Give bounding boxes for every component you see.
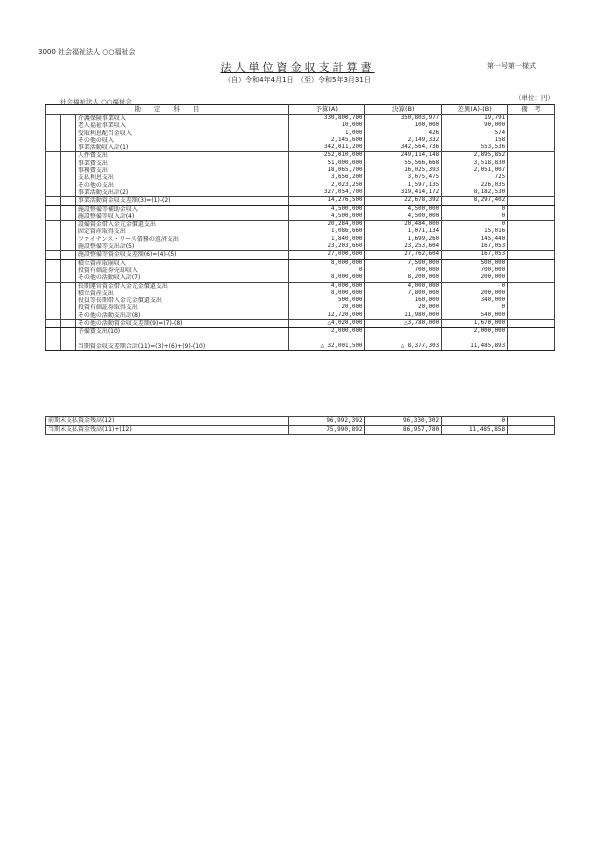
category-cell (46, 259, 61, 267)
unit-label: （単位：円） (515, 94, 554, 102)
subcategory-cell (60, 144, 75, 152)
actual-value: 1,597,135 (365, 182, 442, 189)
balance-row (46, 417, 555, 426)
actual-value: 1,071,134 (365, 228, 442, 235)
budget-value: 23,203,660 (288, 243, 365, 251)
col-diff: 差異(A)-(B) (442, 105, 508, 115)
budget-value: 4,000,000 (288, 282, 365, 290)
remarks-cell (508, 228, 555, 235)
remarks-cell (508, 197, 555, 205)
row-label: 長期運営資金借入金元金償還支出 (75, 282, 288, 290)
diff-value: 8,297,402 (442, 197, 508, 205)
actual-value: 4,500,000 (365, 205, 442, 213)
actual-value: 8,200,000 (365, 274, 442, 282)
actual-value: 100,000 (365, 122, 442, 129)
actual-value: 4,500,000 (365, 213, 442, 221)
diff-value: 500,000 (442, 259, 508, 267)
category-cell (46, 152, 61, 160)
category-cell (46, 115, 61, 123)
actual-value: △ 8,377,303 (365, 343, 442, 351)
diff-value: 8,182,530 (442, 189, 508, 197)
row-label (75, 336, 288, 343)
remarks-cell (508, 297, 555, 304)
diff-value: 11,485,893 (442, 343, 508, 351)
remarks-cell (508, 182, 555, 189)
diff-value: 15,016 (442, 228, 508, 235)
actual-value: 22,678,392 (365, 197, 442, 205)
subcategory-cell (60, 213, 75, 221)
actual-value: 20,484,000 (365, 221, 442, 229)
budget-value: 14,276,500 (288, 197, 365, 205)
balance-diff: 11,485,858 (442, 426, 508, 435)
diff-value: 167,053 (442, 251, 508, 259)
balance-label: 当期末支払資金残高(11)+(12) (46, 426, 289, 435)
row-label: 施設整備等支出計(5) (75, 243, 288, 251)
balance-remarks (508, 426, 555, 435)
budget-value: 4,500,000 (288, 205, 365, 213)
corporation-name: 社会福祉法人 ○○福祉会 (60, 98, 132, 106)
budget-value: 20,000 (288, 304, 365, 311)
subcategory-cell (60, 274, 75, 282)
actual-value: △3,780,000 (365, 320, 442, 328)
category-cell (46, 328, 61, 336)
remarks-cell (508, 274, 555, 282)
row-label: 投資有価証券売却収入 (75, 267, 288, 274)
table-row (46, 259, 555, 267)
budget-value: 10,000 (288, 122, 365, 129)
budget-value: 27,000,000 (288, 251, 365, 259)
remarks-cell (508, 221, 555, 229)
category-cell (46, 174, 61, 181)
category-cell (46, 282, 61, 290)
remarks-cell (508, 205, 555, 213)
subcategory-cell (60, 152, 75, 160)
category-cell (46, 137, 61, 144)
diff-value: 2,895,852 (442, 152, 508, 160)
category-cell (46, 290, 61, 297)
diff-value: 3,518,830 (442, 160, 508, 167)
actual-value: 7,500,000 (365, 259, 442, 267)
table-row (46, 236, 555, 243)
budget-value: 327,054,700 (288, 189, 365, 197)
actual-value (365, 328, 442, 336)
balance-row (46, 426, 555, 435)
table-row (46, 290, 555, 297)
budget-value: 330,800,700 (288, 115, 365, 123)
category-cell (46, 343, 61, 351)
category-cell (46, 122, 61, 129)
diff-value: 200,000 (442, 290, 508, 297)
subcategory-cell (60, 282, 75, 290)
subcategory-cell (60, 160, 75, 167)
remarks-cell (508, 160, 555, 167)
row-label: 事業活動収入計(1) (75, 144, 288, 152)
diff-value: 167,053 (442, 243, 508, 251)
row-label: 施設整備等補助金収入 (75, 205, 288, 213)
diff-value: 574 (442, 130, 508, 137)
col-actual: 決算(B) (365, 105, 442, 115)
actual-value: 2,149,332 (365, 137, 442, 144)
balance-remarks (508, 417, 555, 426)
category-cell (46, 267, 61, 274)
actual-value: 11,980,000 (365, 312, 442, 320)
category-cell (46, 221, 61, 229)
actual-value: 350,803,977 (365, 115, 442, 123)
remarks-cell (508, 290, 555, 297)
budget-value: 4,500,000 (288, 213, 365, 221)
subcategory-cell (60, 189, 75, 197)
category-cell (46, 160, 61, 167)
row-label: 役員等長期借入金元金償還支出 (75, 297, 288, 304)
category-cell (46, 312, 61, 320)
remarks-cell (508, 122, 555, 129)
subcategory-cell (60, 228, 75, 235)
table-row (46, 137, 555, 144)
subcategory-cell (60, 115, 75, 123)
balance-label: 前期末支払資金残高(12) (46, 417, 289, 426)
budget-value: 1,840,000 (288, 236, 365, 243)
row-label: その他の支出 (75, 182, 288, 189)
category-cell (46, 182, 61, 189)
form-number: 第一号第一様式 (487, 62, 536, 70)
budget-value: △ 32,001,500 (288, 343, 365, 351)
col-remarks: 備 考 (508, 105, 555, 115)
budget-value: 12,720,000 (288, 312, 365, 320)
subcategory-cell (60, 320, 75, 328)
remarks-cell (508, 304, 555, 311)
category-cell (46, 144, 61, 152)
balance-budget: 96,992,392 (288, 417, 365, 426)
row-label: ファイナンス・リース債務の返済支出 (75, 236, 288, 243)
category-cell (46, 236, 61, 243)
subcategory-cell (60, 167, 75, 174)
table-row (46, 213, 555, 221)
table-row (46, 167, 555, 174)
subcategory-cell (60, 137, 75, 144)
row-label: 老人福祉事業収入 (75, 122, 288, 129)
table-row (46, 274, 555, 282)
subcategory-cell (60, 267, 75, 274)
subcategory-cell (60, 304, 75, 311)
table-row (46, 312, 555, 320)
actual-value: 27,762,604 (365, 251, 442, 259)
row-label: 施設整備等資金収支差額(6)=(4)-(5) (75, 251, 288, 259)
subcategory-cell (60, 236, 75, 243)
budget-value: 2,000,000 (288, 328, 365, 336)
row-label: 積立資産支出 (75, 290, 288, 297)
table-row (46, 243, 555, 251)
category-cell (46, 304, 61, 311)
row-label: 介護保険事業収入 (75, 115, 288, 123)
diff-value: 200,000 (442, 274, 508, 282)
category-cell (46, 197, 61, 205)
balance-actual: 86,957,780 (365, 426, 442, 435)
subcategory-cell (60, 221, 75, 229)
diff-value: 2,000,000 (442, 328, 508, 336)
table-row (46, 297, 555, 304)
table-row (46, 282, 555, 290)
balance-table (45, 416, 555, 435)
subcategory-cell (60, 259, 75, 267)
subcategory-cell (60, 197, 75, 205)
subcategory-cell (60, 290, 75, 297)
remarks-cell (508, 259, 555, 267)
budget-value: 342,011,200 (288, 144, 365, 152)
budget-value: 1,000 (288, 130, 365, 137)
row-label: 施設整備等収入計(4) (75, 213, 288, 221)
budget-value: 2,023,250 (288, 182, 365, 189)
remarks-cell (508, 312, 555, 320)
budget-value: 8,000,000 (288, 274, 365, 282)
diff-value: 725 (442, 174, 508, 181)
row-label: 予備費支出(10) (75, 328, 288, 336)
budget-value: 3,656,200 (288, 174, 365, 181)
col-budget: 予算(A) (288, 105, 365, 115)
diff-value: 2,051,007 (442, 167, 508, 174)
remarks-cell (508, 236, 555, 243)
actual-value: 160,000 (365, 297, 442, 304)
table-row (46, 122, 555, 129)
category-cell (46, 251, 61, 259)
category-cell (46, 336, 61, 343)
budget-value: 8,000,000 (288, 259, 365, 267)
actual-value: 16,025,393 (365, 167, 442, 174)
subcategory-cell (60, 174, 75, 181)
row-label: 固定資産取得支出 (75, 228, 288, 235)
actual-value (365, 336, 442, 343)
category-cell (46, 130, 61, 137)
subcategory-cell (60, 328, 75, 336)
row-label: 投資有価証券取得支出 (75, 304, 288, 311)
category-cell (46, 189, 61, 197)
table-row (46, 304, 555, 311)
category-cell (46, 243, 61, 251)
budget-value (288, 336, 365, 343)
remarks-cell (508, 251, 555, 259)
row-label: 当期資金収支差額合計(11)=(3)+(6)+(9)-(10) (75, 343, 288, 351)
budget-value: 18,065,700 (288, 167, 365, 174)
table-row (46, 221, 555, 229)
budget-value: 252,010,000 (288, 152, 365, 160)
actual-value: 23,253,604 (365, 243, 442, 251)
budget-value: 2,145,600 (288, 137, 365, 144)
table-row (46, 115, 555, 123)
budget-value: 20,284,000 (288, 221, 365, 229)
diff-value: 553,536 (442, 144, 508, 152)
table-header (46, 105, 555, 115)
remarks-cell (508, 174, 555, 181)
diff-value: 540,000 (442, 312, 508, 320)
category-cell (46, 297, 61, 304)
diff-value: 0 (442, 205, 508, 213)
remarks-cell (508, 267, 555, 274)
remarks-cell (508, 320, 555, 328)
row-label: 設備資金借入金元金償還支出 (75, 221, 288, 229)
budget-value: △4,020,000 (288, 320, 365, 328)
category-cell (46, 320, 61, 328)
remarks-cell (508, 167, 555, 174)
diff-value (442, 336, 508, 343)
diff-value: 0 (442, 282, 508, 290)
remarks-cell (508, 328, 555, 336)
diff-value: 158 (442, 137, 508, 144)
row-label: 人件費支出 (75, 152, 288, 160)
row-label: 事業活動支出計(2) (75, 189, 288, 197)
actual-value: 319,414,172 (365, 189, 442, 197)
category-cell (46, 274, 61, 282)
diff-value: 700,000 (442, 267, 508, 274)
balance-budget: 75,990,892 (288, 426, 365, 435)
row-label: 事業活動資金収支差額(3)=(1)-(2) (75, 197, 288, 205)
table-row (46, 205, 555, 213)
category-cell (46, 228, 61, 235)
remarks-cell (508, 189, 555, 197)
budget-value: 51,000,000 (288, 160, 365, 167)
diff-value: 0 (442, 213, 508, 221)
table-row (46, 189, 555, 197)
remarks-cell (508, 282, 555, 290)
table-row (46, 228, 555, 235)
remarks-cell (508, 213, 555, 221)
row-label: 事務費支出 (75, 167, 288, 174)
balance-actual: 96,330,302 (365, 417, 442, 426)
subcategory-cell (60, 312, 75, 320)
subcategory-cell (60, 130, 75, 137)
diff-value: 226,035 (442, 182, 508, 189)
budget-value: 500,000 (288, 297, 365, 304)
table-row (46, 160, 555, 167)
row-label: その他の活動支出計(8) (75, 312, 288, 320)
period: （自）令和4年4月1日 （至）令和5年3月31日 (224, 76, 371, 84)
row-label: その他の収入 (75, 137, 288, 144)
remarks-cell (508, 152, 555, 160)
subcategory-cell (60, 336, 75, 343)
balance-diff: 0 (442, 417, 508, 426)
remarks-cell (508, 144, 555, 152)
diff-value: 90,000 (442, 122, 508, 129)
actual-value: 4,000,000 (365, 282, 442, 290)
diff-value: 0 (442, 304, 508, 311)
remarks-cell (508, 336, 555, 343)
table-row (46, 328, 555, 336)
actual-value: 20,000 (365, 304, 442, 311)
table-row (46, 130, 555, 137)
diff-value: 0 (442, 221, 508, 229)
cash-flow-table (45, 104, 555, 351)
actual-value: 342,564,736 (365, 144, 442, 152)
subcategory-cell (60, 122, 75, 129)
subcategory-cell (60, 205, 75, 213)
col-item: 勘 定 科 目 (46, 105, 289, 115)
budget-value: 1,086,660 (288, 228, 365, 235)
table-row (46, 152, 555, 160)
subcategory-cell (60, 297, 75, 304)
remarks-cell (508, 115, 555, 123)
diff-value: 145,440 (442, 236, 508, 243)
actual-value: 700,000 (365, 267, 442, 274)
remarks-cell (508, 343, 555, 351)
diff-value: 1,670,000 (442, 320, 508, 328)
table-row (46, 336, 555, 343)
subcategory-cell (60, 343, 75, 351)
table-row (46, 174, 555, 181)
actual-value: 249,114,148 (365, 152, 442, 160)
actual-value: 1,699,260 (365, 236, 442, 243)
remarks-cell (508, 243, 555, 251)
actual-value: 7,800,000 (365, 290, 442, 297)
category-cell (46, 213, 61, 221)
row-label: 積立資産取崩収入 (75, 259, 288, 267)
page-title: 法人単位資金収支計算書 (220, 61, 375, 74)
row-label: その他の活動資金収支差額(9)=(7)-(8) (75, 320, 288, 328)
table-row (46, 320, 555, 328)
header-left: 3000 社会福祉法人 ○○福祉会 (38, 48, 136, 56)
diff-value: 19,791 (442, 115, 508, 123)
table-row (46, 251, 555, 259)
diff-value: 340,000 (442, 297, 508, 304)
row-label: 支払利息支出 (75, 174, 288, 181)
table-row (46, 182, 555, 189)
category-cell (46, 167, 61, 174)
budget-value: 8,000,000 (288, 290, 365, 297)
table-row (46, 267, 555, 274)
remarks-cell (508, 137, 555, 144)
category-cell (46, 205, 61, 213)
remarks-cell (508, 130, 555, 137)
row-label: 事業費支出 (75, 160, 288, 167)
subcategory-cell (60, 182, 75, 189)
row-label: 受取利息配当金収入 (75, 130, 288, 137)
row-label: その他の活動収入計(7) (75, 274, 288, 282)
subcategory-cell (60, 243, 75, 251)
table-row (46, 343, 555, 351)
actual-value: 426 (365, 130, 442, 137)
budget-value: 0 (288, 267, 365, 274)
actual-value: 55,566,668 (365, 160, 442, 167)
table-row (46, 197, 555, 205)
actual-value: 3,675,475 (365, 174, 442, 181)
subcategory-cell (60, 251, 75, 259)
table-row (46, 144, 555, 152)
